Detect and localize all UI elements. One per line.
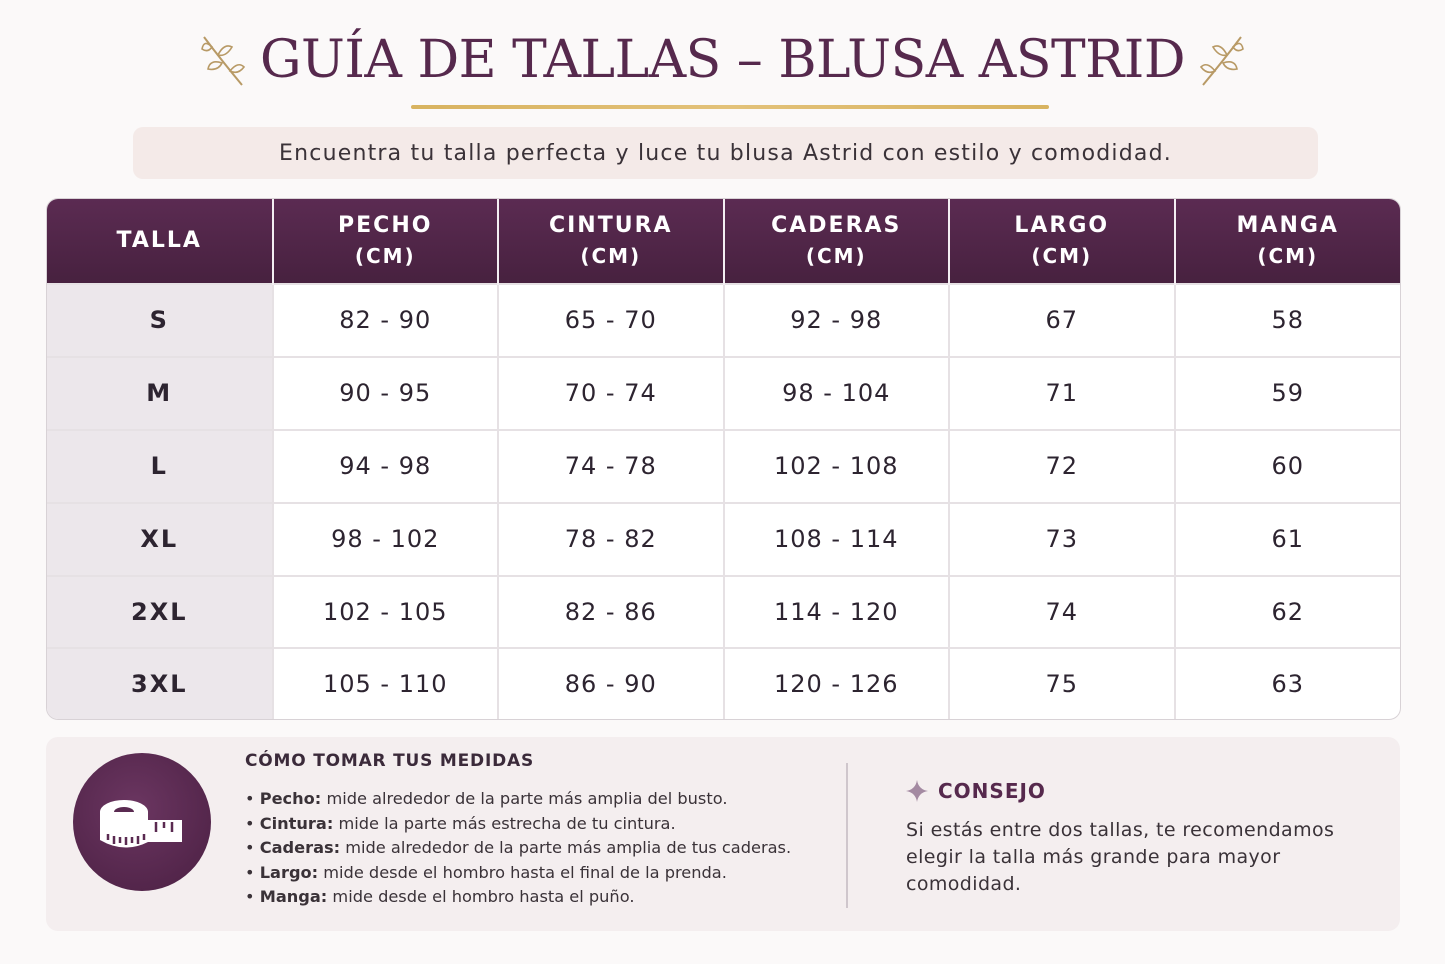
sparkle-icon	[906, 780, 928, 802]
leaf-sprig-icon	[198, 31, 246, 89]
page-title: GUÍA DE TALLAS – BLUSA ASTRID	[259, 30, 1186, 90]
table-row	[47, 284, 1400, 357]
table-cell: 90 - 95	[273, 357, 499, 430]
table-cell: 71	[949, 357, 1175, 430]
column-header-manga	[1175, 199, 1401, 284]
divider	[846, 763, 848, 908]
column-header-unit: (CM)	[805, 244, 867, 268]
column-header-pecho	[273, 199, 499, 284]
list-item-term: Largo:	[259, 862, 319, 882]
column-header-label: CADERAS	[771, 213, 902, 238]
table-cell: 120 - 126	[724, 648, 950, 719]
table-cell: 65 - 70	[498, 284, 724, 357]
table-cell: 67	[949, 284, 1175, 357]
table-cell: 58	[1175, 284, 1401, 357]
table-row	[47, 576, 1400, 649]
column-header-unit: (CM)	[580, 244, 642, 268]
size-cell: 2XL	[47, 576, 273, 649]
bullet: •	[245, 813, 255, 833]
list-item-term: Pecho:	[259, 789, 322, 808]
table-cell: 98 - 102	[273, 503, 499, 576]
list-item-term: Cintura:	[259, 813, 334, 833]
size-cell: S	[47, 284, 273, 357]
list-item	[245, 787, 791, 812]
table-cell: 62	[1175, 576, 1401, 649]
list-item-text: mide desde el hombro hasta el puño.	[332, 887, 635, 906]
table-cell: 82 - 86	[498, 576, 724, 649]
table-cell: 102 - 108	[724, 430, 950, 503]
table-cell: 61	[1175, 503, 1401, 576]
table-cell: 70 - 74	[498, 357, 724, 430]
table-cell: 92 - 98	[724, 284, 950, 357]
list-item-text: mide desde el hombro hasta el final de la prenda.	[323, 862, 727, 882]
measuring-tape-badge	[73, 753, 211, 891]
column-header-label: TALLA	[116, 228, 202, 253]
tip-title: CONSEJO	[938, 779, 1046, 803]
column-header-unit: (CM)	[1257, 244, 1319, 268]
size-cell: L	[47, 430, 273, 503]
column-header-largo	[949, 199, 1175, 284]
column-header-label: LARGO	[1014, 213, 1110, 238]
table-cell: 72	[949, 430, 1175, 503]
column-header-unit: (CM)	[1031, 244, 1093, 268]
column-header-caderas	[724, 199, 950, 284]
table-cell: 98 - 104	[724, 357, 950, 430]
size-cell: M	[47, 357, 273, 430]
column-header-label: MANGA	[1236, 213, 1339, 238]
how-to-title: CÓMO TOMAR TUS MEDIDAS	[245, 751, 534, 771]
bullet: •	[245, 887, 255, 906]
table-cell: 108 - 114	[724, 503, 950, 576]
table-cell: 73	[949, 503, 1175, 576]
leaf-sprig-icon	[1199, 31, 1247, 89]
table-cell: 59	[1175, 357, 1401, 430]
list-item-term: Caderas:	[259, 838, 341, 857]
size-cell: XL	[47, 503, 273, 576]
table-cell: 82 - 90	[273, 284, 499, 357]
bullet: •	[245, 838, 255, 857]
bullet: •	[245, 862, 255, 882]
table-header-row	[47, 199, 1400, 284]
table-cell: 105 - 110	[273, 648, 499, 719]
table-cell: 75	[949, 648, 1175, 719]
table-cell: 94 - 98	[273, 430, 499, 503]
column-header-label: CINTURA	[548, 213, 673, 238]
size-table	[46, 198, 1401, 720]
list-item	[245, 861, 791, 886]
size-cell: 3XL	[47, 648, 273, 719]
column-header-cintura	[498, 199, 724, 284]
table-row	[47, 430, 1400, 503]
table-cell: 60	[1175, 430, 1401, 503]
bullet: •	[245, 789, 255, 808]
column-header-unit: (CM)	[354, 244, 416, 268]
info-panel	[46, 737, 1400, 931]
table-cell: 63	[1175, 648, 1401, 719]
list-item-text: mide la parte más estrecha de tu cintura.	[338, 813, 676, 833]
tip-header	[906, 779, 1046, 803]
table-cell: 86 - 90	[498, 648, 724, 719]
list-item	[245, 812, 791, 837]
list-item	[245, 836, 791, 861]
measuring-tape-icon	[94, 782, 190, 862]
table-cell: 102 - 105	[273, 576, 499, 649]
list-item-term: Manga:	[259, 887, 328, 906]
table-cell: 74	[949, 576, 1175, 649]
list-item	[245, 885, 791, 910]
table-row	[47, 357, 1400, 430]
list-item-text: mide alrededor de la parte más amplia de tus caderas.	[345, 838, 792, 857]
table-cell: 74 - 78	[498, 430, 724, 503]
column-header-talla	[47, 199, 273, 284]
tip-text: Si estás entre dos tallas, te recomendamos elegir la talla más grande para mayor comodidad.	[906, 819, 1335, 895]
title-underline	[411, 105, 1049, 109]
column-header-label: PECHO	[338, 213, 433, 238]
subtitle-banner: Encuentra tu talla perfecta y luce tu blusa Astrid con estilo y comodidad.	[133, 127, 1318, 179]
table-cell: 114 - 120	[724, 576, 950, 649]
how-to-list	[245, 787, 791, 910]
table-row	[47, 503, 1400, 576]
table-cell: 78 - 82	[498, 503, 724, 576]
list-item-text: mide alrededor de la parte más amplia del busto.	[326, 789, 728, 808]
title-row	[0, 22, 1445, 98]
table-row	[47, 648, 1400, 719]
